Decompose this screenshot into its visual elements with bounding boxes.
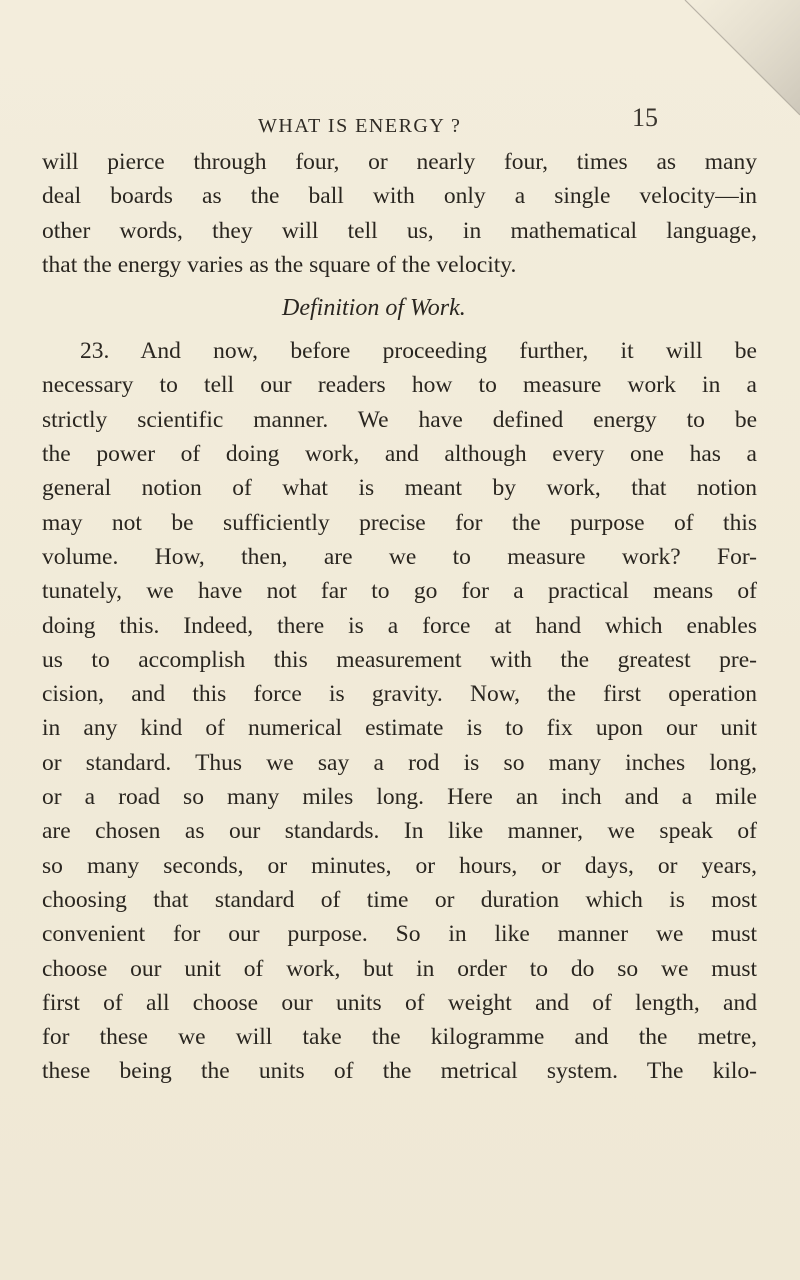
text-line: will pierce through four, or nearly four, times as many	[42, 149, 757, 175]
text-line: choose our unit of work, but in order to do so we must	[42, 955, 757, 982]
running-head-title: WHAT IS ENERGY ?	[258, 115, 462, 137]
text-line: other words, they will tell us, in mathematical language,	[42, 217, 757, 244]
text-line: are chosen as our standards. In like manner, we speak of	[42, 818, 757, 845]
text-line: for these we will take the kilogramme and the metre,	[42, 1024, 757, 1051]
body-text	[42, 145, 757, 1089]
text-line: general notion of what is meant by work, that notion	[42, 475, 757, 502]
text-line: tunately, we have not far to go for a practical means of	[42, 578, 757, 605]
text-line: may not be sufficiently precise for the purpose of this	[42, 509, 757, 536]
page-corner-shadow	[680, 0, 800, 120]
text-line: in any kind of numerical estimate is to fix upon our unit	[42, 715, 757, 742]
text-line: first of all choose our units of weight and of length, and	[42, 989, 757, 1016]
text-line: or a road so many miles long. Here an inch and a mile	[42, 784, 757, 811]
text-line: so many seconds, or minutes, or hours, or days, or years,	[42, 852, 757, 879]
text-line: us to accomplish this measurement with the greatest pre-	[42, 646, 757, 673]
text-line: or standard. Thus we say a rod is so many inches long,	[42, 749, 757, 776]
paragraph-23	[42, 334, 757, 1089]
text-line: deal boards as the ball with only a single velocity—in	[42, 183, 757, 210]
running-head	[0, 103, 800, 143]
text-line: these being the units of the metrical system. The kilo-	[42, 1058, 757, 1085]
page-number: 15	[632, 103, 658, 132]
text-line: convenient for our purpose. So in like manner we must	[42, 921, 757, 948]
text-line: doing this. Indeed, there is a force at hand which enables	[42, 612, 757, 639]
section-heading: Definition of Work.	[282, 295, 466, 322]
text-line: 23. And now, before proceeding further, it will be	[80, 338, 757, 365]
text-line: necessary to tell our readers how to measure work in a	[42, 372, 757, 399]
text-line: volume. How, then, are we to measure work? For-	[42, 543, 757, 570]
text-line: strictly scientific manner. We have defined energy to be	[42, 406, 757, 433]
continued-paragraph	[42, 145, 757, 282]
text-line: the power of doing work, and although every one has a	[42, 441, 757, 468]
text-line: choosing that standard of time or duration which is most	[42, 886, 757, 913]
text-line: that the energy varies as the square of the velocity.	[42, 251, 517, 278]
text-line: cision, and this force is gravity. Now, the first operation	[42, 681, 757, 708]
